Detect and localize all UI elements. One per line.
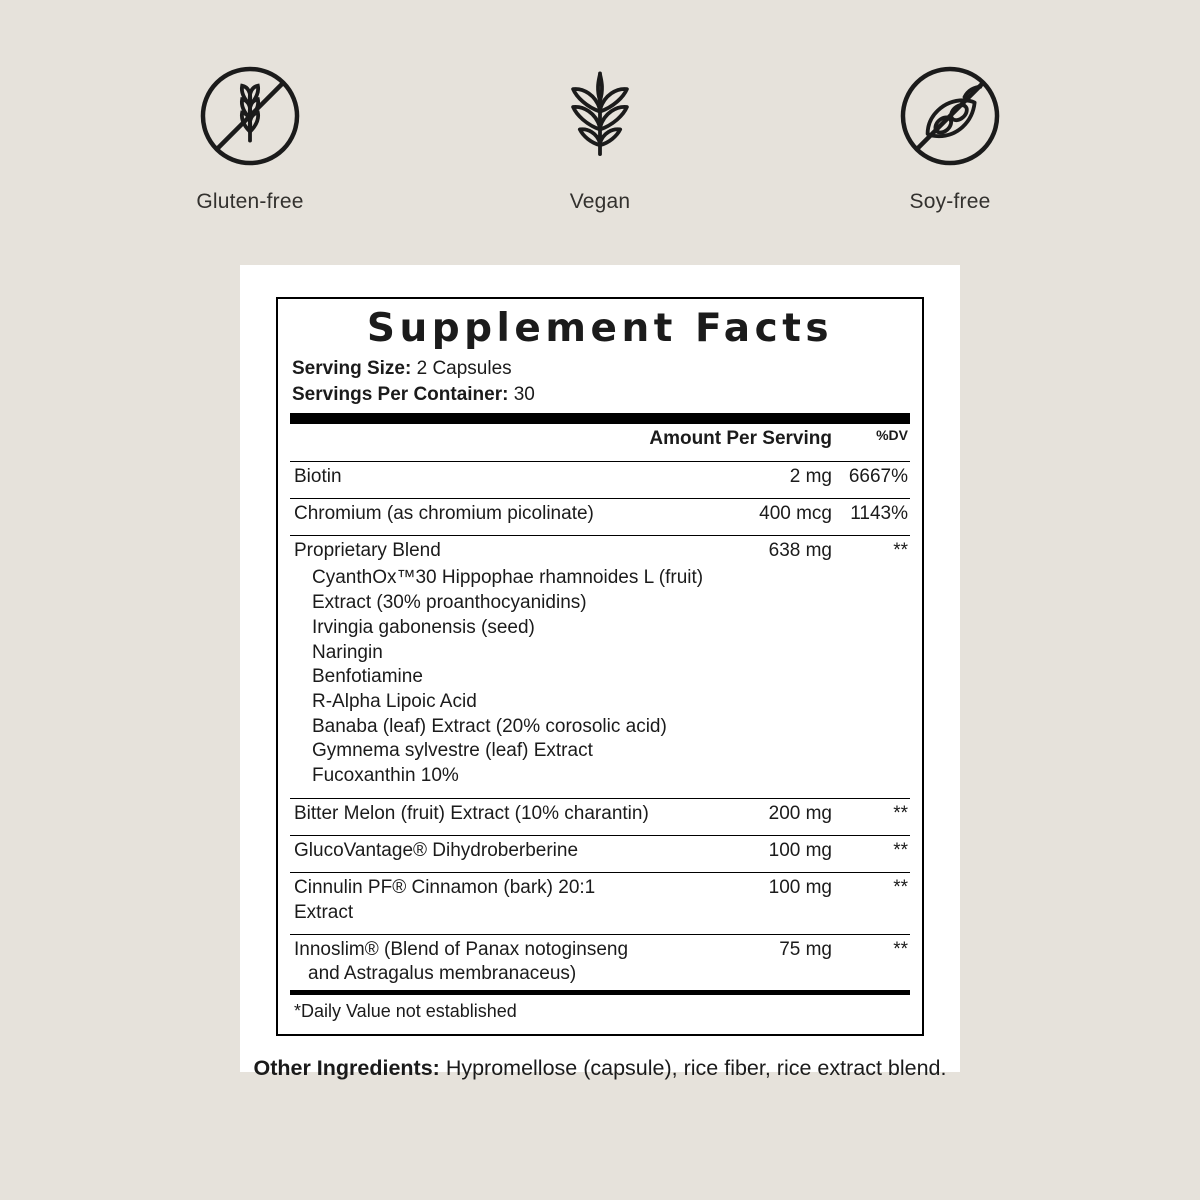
other-ingredients bbox=[0, 1052, 1200, 1084]
other-ingredients-label: Other Ingredients: bbox=[253, 1056, 440, 1080]
nutrition-table bbox=[290, 424, 910, 989]
table-row bbox=[290, 873, 910, 928]
row-name bbox=[290, 934, 649, 989]
row-amount: 200 mg bbox=[768, 802, 832, 824]
row-amount: 100 mg bbox=[768, 877, 832, 899]
row-amount: 100 mg bbox=[768, 839, 832, 861]
row-dv: ** bbox=[893, 877, 908, 899]
table-row bbox=[290, 461, 910, 492]
leaf-plant-icon bbox=[544, 60, 656, 172]
row-dv: ** bbox=[893, 540, 908, 562]
row-amount: 638 mg bbox=[768, 540, 832, 562]
row-amount: 2 mg bbox=[789, 465, 832, 487]
certification-badges bbox=[0, 0, 1200, 214]
badge-gluten-free bbox=[155, 60, 345, 214]
badge-label: Vegan bbox=[569, 190, 631, 213]
header-spacer bbox=[290, 424, 649, 454]
row-dv: 1143% bbox=[850, 502, 908, 524]
table-header-row bbox=[290, 424, 910, 454]
row-name: Chromium (as chromium picolinate) bbox=[294, 502, 594, 524]
badge-label: Soy-free bbox=[909, 190, 991, 213]
blend-item: Fucoxanthin 10% bbox=[312, 764, 459, 786]
row-dv: ** bbox=[893, 802, 908, 824]
table-row bbox=[290, 798, 910, 829]
blend-item: Naringin bbox=[312, 641, 383, 663]
servings-per-container-label: Servings Per Container: bbox=[292, 383, 509, 405]
blend-items-row bbox=[290, 566, 910, 791]
header-dv: %DV bbox=[876, 427, 908, 444]
divider-thick bbox=[290, 413, 910, 424]
table-row bbox=[290, 835, 910, 866]
supplement-facts-panel bbox=[276, 297, 924, 1036]
table-row bbox=[290, 498, 910, 529]
row-name: Bitter Melon (fruit) Extract (10% charantin) bbox=[294, 802, 649, 824]
row-amount: 75 mg bbox=[779, 938, 832, 960]
blend-items bbox=[290, 566, 910, 791]
blend-item: Gymnema sylvestre (leaf) Extract bbox=[312, 740, 593, 762]
supplement-facts-card bbox=[240, 265, 960, 1072]
blend-item: Irvingia gabonensis (seed) bbox=[312, 616, 535, 638]
serving-size-label: Serving Size: bbox=[292, 357, 412, 379]
servings-per-container-value: 30 bbox=[513, 383, 535, 405]
row-name: GlucoVantage® Dihydroberberine bbox=[294, 839, 579, 861]
badge-soy-free bbox=[855, 60, 1045, 214]
badge-label: Gluten-free bbox=[196, 190, 304, 213]
badge-vegan bbox=[505, 60, 695, 214]
wheat-crossed-out-icon bbox=[194, 60, 306, 172]
row-name-line2: and Astragalus membranaceus) bbox=[308, 963, 577, 985]
row-dv: ** bbox=[893, 938, 908, 960]
row-name-line1: Innoslim® (Blend of Panax notoginseng bbox=[294, 938, 629, 960]
other-ingredients-text: Hypromellose (capsule), rice fiber, rice extract blend. bbox=[439, 1056, 947, 1080]
footnote-daily-value: *Daily Value not established bbox=[294, 1000, 517, 1021]
row-dv: ** bbox=[893, 839, 908, 861]
row-name: Biotin bbox=[294, 465, 342, 487]
row-name: Proprietary Blend bbox=[294, 540, 441, 562]
blend-item: Banaba (leaf) Extract (20% corosolic acid) bbox=[312, 715, 667, 737]
table-row-innoslim bbox=[290, 934, 910, 989]
row-name: Cinnulin PF® Cinnamon (bark) 20:1 Extract bbox=[294, 877, 596, 923]
row-dv: 6667% bbox=[848, 465, 908, 487]
blend-item: CyanthOx™30 Hippophae rhamnoides L (fruit) bbox=[312, 567, 704, 589]
soybean-crossed-out-icon bbox=[894, 60, 1006, 172]
row-amount: 400 mcg bbox=[759, 502, 832, 524]
serving-size-value: 2 Capsules bbox=[416, 357, 512, 379]
header-amount-per-serving: Amount Per Serving bbox=[649, 428, 832, 450]
table-row-proprietary-blend bbox=[290, 536, 910, 567]
blend-item: Extract (30% proanthocyanidins) bbox=[312, 592, 587, 614]
panel-title: Supplement Facts bbox=[366, 306, 834, 351]
blend-item: Benfotiamine bbox=[312, 666, 423, 688]
servings-per-container-row bbox=[292, 382, 910, 408]
blend-item: R-Alpha Lipoic Acid bbox=[312, 690, 477, 712]
serving-size-row bbox=[292, 356, 910, 382]
